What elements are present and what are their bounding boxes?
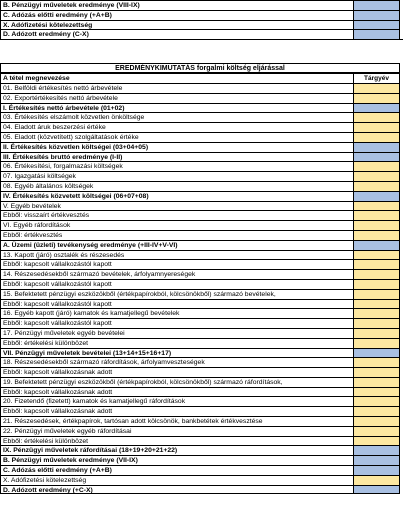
table-row: [0, 0, 403, 10]
table-row: [0, 112, 403, 122]
table-row: [0, 426, 403, 436]
title-row: [0, 63, 403, 73]
value-cell[interactable]: [353, 357, 400, 367]
table-row: [0, 161, 403, 171]
table-row: [0, 132, 403, 142]
table-row: [0, 455, 403, 465]
row-label: Ebből: értékvesztés: [0, 230, 353, 240]
row-label: VII. Pénzügyi műveletek bevételei (13+14+15+16+17): [0, 348, 353, 358]
value-cell[interactable]: [353, 269, 400, 279]
table-row: [0, 201, 403, 211]
table-row: [0, 220, 403, 230]
value-cell[interactable]: [353, 328, 400, 338]
row-label: 04. Eladott áruk beszerzési értéke: [0, 122, 353, 132]
table-row: [0, 318, 403, 328]
value-cell[interactable]: [353, 455, 400, 465]
value-cell[interactable]: [353, 171, 400, 181]
row-label: D. Adózott eredmény (C-X): [0, 29, 353, 39]
row-label: 15. Befektetett pénzügyi eszközökből (értékpapírokból, kölcsönökből) származó bevételek,: [0, 289, 353, 299]
row-label: 13. Kapott (járó) osztalék és részesedés: [0, 250, 353, 260]
statement-title: EREDMÉNYKIMUTATÁS forgalmi költség eljárással: [0, 63, 400, 73]
table-row: [0, 485, 403, 495]
value-cell[interactable]: [353, 445, 400, 455]
table-row: [0, 396, 403, 406]
row-label: 16. Egyéb kapott (járó) kamatok és kamatjellegű bevételek: [0, 308, 353, 318]
value-cell[interactable]: [353, 230, 400, 240]
row-label: C. Adózás előtti eredmény (+A+B): [0, 465, 353, 475]
row-label: B. Pénzügyi műveletek eredménye (VIII-IX): [0, 0, 353, 10]
value-cell[interactable]: [353, 240, 400, 250]
table-row: [0, 475, 403, 485]
value-cell[interactable]: [353, 20, 400, 30]
table-row: [0, 250, 403, 260]
value-cell[interactable]: [353, 210, 400, 220]
row-label: Ebből: kapcsolt vállalkozástól kapott: [0, 259, 353, 269]
table-row: [0, 299, 403, 309]
table-row: [0, 103, 403, 113]
table-row: [0, 259, 403, 269]
value-cell[interactable]: [353, 436, 400, 446]
row-label: D. Adózott eredmény (+C-X): [0, 485, 353, 495]
table-row: [0, 328, 403, 338]
row-label: 21. Részesedések, értékpapírok, tartósan adott kölcsönök, bankbetétek értékvesztése: [0, 416, 353, 426]
table-row: [0, 279, 403, 289]
table-row: [0, 445, 403, 455]
row-label: 18. Részesedésekből származó ráfordítások, árfolyamveszteségek: [0, 357, 353, 367]
value-cell[interactable]: [353, 250, 400, 260]
value-cell[interactable]: [353, 377, 400, 387]
table-row: [0, 29, 403, 39]
row-label: Ebből: kapcsolt vállalkozástól kapott: [0, 318, 353, 328]
row-label: 08. Egyéb általános költségek: [0, 181, 353, 191]
row-label: Ebből: kapcsolt vállalkozástól kapott: [0, 299, 353, 309]
value-cell[interactable]: [353, 367, 400, 377]
top-summary-rows: [0, 0, 403, 39]
value-cell[interactable]: [353, 485, 400, 495]
row-label: 01. Belföldi értékesítés nettó árbevétele: [0, 83, 353, 93]
row-label: IX. Pénzügyi műveletek ráfordításai (18+19+20+21+22): [0, 445, 353, 455]
table-row: [0, 93, 403, 103]
table-row: [0, 357, 403, 367]
row-label: Ebből: kapcsolt vállalkozásnak adott: [0, 387, 353, 397]
value-cell[interactable]: [353, 387, 400, 397]
table-row: [0, 416, 403, 426]
table-row: [0, 289, 403, 299]
value-cell[interactable]: [353, 83, 400, 93]
value-cell[interactable]: [353, 426, 400, 436]
table-row: [0, 308, 403, 318]
value-cell[interactable]: [353, 338, 400, 348]
value-cell[interactable]: [353, 181, 400, 191]
table-row: [0, 10, 403, 20]
table-row: [0, 436, 403, 446]
value-cell[interactable]: [353, 465, 400, 475]
value-cell[interactable]: [353, 201, 400, 211]
table-row: [0, 348, 403, 358]
value-cell[interactable]: [353, 161, 400, 171]
value-cell[interactable]: [353, 103, 400, 113]
table-row: [0, 406, 403, 416]
row-label: I. Értékesítés nettó árbevétele (01+02): [0, 103, 353, 113]
row-label: X. Adófizetési kötelezettség: [0, 20, 353, 30]
row-label: Ebből: visszaírt értékvesztés: [0, 210, 353, 220]
table-row: [0, 377, 403, 387]
table-row: [0, 269, 403, 279]
value-cell[interactable]: [353, 289, 400, 299]
row-label: 14. Részesedésekből származó bevételek, árfolyamnyereségek: [0, 269, 353, 279]
value-cell[interactable]: [353, 122, 400, 132]
value-cell[interactable]: [353, 406, 400, 416]
row-label: 19. Befektetett pénzügyi eszközökből (értékpapírokból, kölcsönökből) származó ráfordítások,: [0, 377, 353, 387]
table-row: [0, 142, 403, 152]
value-cell[interactable]: [353, 308, 400, 318]
row-label: A. Üzemi (üzleti) tevékenység eredménye (+III-IV+V-VI): [0, 240, 353, 250]
spacer: [0, 39, 403, 63]
row-label: 05. Eladott (közvetített) szolgáltatások értéke: [0, 132, 353, 142]
table-row: [0, 152, 403, 162]
value-cell[interactable]: [353, 220, 400, 230]
table-row: [0, 20, 403, 30]
row-label: X. Adófizetési kötelezettség: [0, 475, 353, 485]
table-row: [0, 171, 403, 181]
value-cell[interactable]: [353, 348, 400, 358]
row-label: Ebből: értékelési különbözet: [0, 436, 353, 446]
table-row: [0, 387, 403, 397]
row-label: 20. Fizetendő (fizetett) kamatok és kamatjellegű ráfordítások: [0, 396, 353, 406]
row-label: B. Pénzügyi műveletek eredménye (VII-IX): [0, 455, 353, 465]
row-label: C. Adózás előtti eredmény (+A+B): [0, 10, 353, 20]
table-row: [0, 191, 403, 201]
value-cell[interactable]: [353, 259, 400, 269]
table-row: [0, 338, 403, 348]
row-label: Ebből: kapcsolt vállalkozásnak adott: [0, 367, 353, 377]
value-cell[interactable]: [353, 0, 400, 10]
row-label: 17. Pénzügyi műveletek egyéb bevételei: [0, 328, 353, 338]
row-label: Ebből: kapcsolt vállalkozástól kapott: [0, 279, 353, 289]
value-cell[interactable]: [353, 396, 400, 406]
table-row: [0, 465, 403, 475]
table-row: [0, 122, 403, 132]
row-label: Ebből: értékelési különbözet: [0, 338, 353, 348]
row-label: 22. Pénzügyi műveletek egyéb ráfordításai: [0, 426, 353, 436]
row-label: 07. Igazgatási költségek: [0, 171, 353, 181]
row-label: 06. Értékesítési, forgalmazási költségek: [0, 161, 353, 171]
column-header-year: Tárgyév: [353, 73, 400, 83]
value-cell[interactable]: [353, 318, 400, 328]
value-cell[interactable]: [353, 475, 400, 485]
table-row: [0, 210, 403, 220]
value-cell[interactable]: [353, 416, 400, 426]
table-row: [0, 230, 403, 240]
value-cell[interactable]: [353, 10, 400, 20]
row-label: III. Értékesítés bruttó eredménye (I-II): [0, 152, 353, 162]
value-cell[interactable]: [353, 279, 400, 289]
statement-rows: [0, 83, 403, 494]
value-cell[interactable]: [353, 112, 400, 122]
row-label: V. Egyéb bevételek: [0, 201, 353, 211]
column-header-name: A tétel megnevezése: [0, 73, 353, 83]
row-label: II. Értékesítés közvetlen költségei (03+04+05): [0, 142, 353, 152]
header-row: [0, 73, 403, 83]
table-row: [0, 83, 403, 93]
table-row: [0, 367, 403, 377]
row-label: 02. Exportértékesítés nettó árbevétele: [0, 93, 353, 103]
row-label: Ebből: kapcsolt vállalkozásnak adott: [0, 406, 353, 416]
value-cell[interactable]: [353, 299, 400, 309]
table-row: [0, 240, 403, 250]
value-cell[interactable]: [353, 93, 400, 103]
row-label: 03. Értékesítés elszámolt közvetlen önköltsége: [0, 112, 353, 122]
row-label: VI. Egyéb ráfordítások: [0, 220, 353, 230]
value-cell[interactable]: [353, 191, 400, 201]
value-cell[interactable]: [353, 132, 400, 142]
row-label: IV. Értékesítés közvetett költségei (06+07+08): [0, 191, 353, 201]
value-cell[interactable]: [353, 152, 400, 162]
table-row: [0, 181, 403, 191]
value-cell[interactable]: [353, 142, 400, 152]
value-cell[interactable]: [353, 29, 400, 39]
